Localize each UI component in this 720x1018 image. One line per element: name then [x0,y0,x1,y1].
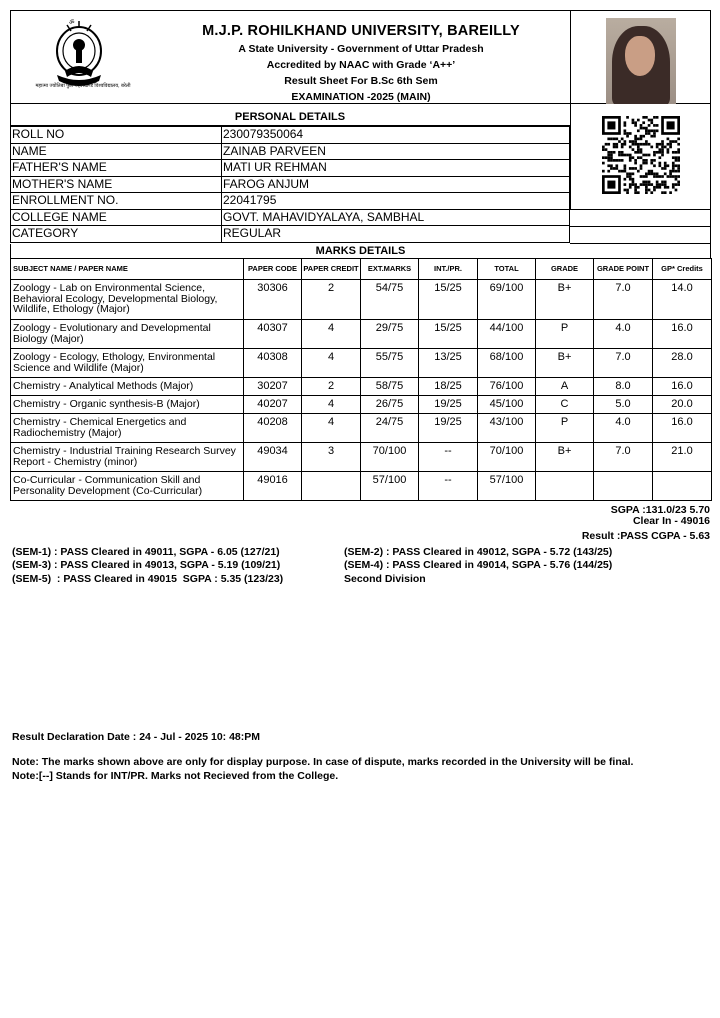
svg-text:ॐ: ॐ [69,19,75,26]
marks-cell: 4 [302,396,361,414]
marks-cell: 44/100 [478,320,536,349]
marks-cell [653,472,712,501]
marks-cell: 29/75 [361,320,419,349]
marks-cell: 45/100 [478,396,536,414]
marks-cell: 21.0 [653,443,712,472]
sem5-result: (SEM-5) : PASS Cleared in 49015 SGPA : 5.35 (123/23) [12,573,284,585]
accreditation-line: Accredited by NAAC with Grade ‘A++’ [266,59,456,71]
student-photo [606,18,676,104]
personal-value: MATI UR REHMAN [222,160,570,177]
personal-label: COLLEGE NAME [11,209,222,226]
marks-cell: 28.0 [653,349,712,378]
marks-header: TOTAL [478,259,536,280]
marks-cell: 4 [302,349,361,378]
personal-row [11,226,570,243]
sem2-result: (SEM-2) : PASS Cleared in 49012, SGPA - 5.72 (143/25) [344,546,613,558]
marks-cell: Chemistry - Industrial Training Research Survey Report - Chemistry (minor) [11,443,244,472]
marks-cell: 16.0 [653,414,712,443]
marks-cell: 19/25 [419,396,478,414]
marks-row [11,378,712,396]
marks-header: PAPER CREDIT [302,259,361,280]
marks-row [11,472,712,501]
marks-cell: 30207 [244,378,302,396]
personal-value: 230079350064 [222,127,570,144]
marks-cell: P [536,320,594,349]
marks-header: GRADE POINT [594,259,653,280]
marks-cell: 13/25 [419,349,478,378]
marks-header: GP* Credits [653,259,712,280]
marks-cell: 4 [302,320,361,349]
marks-cell: 4.0 [594,414,653,443]
marks-cell: 4 [302,414,361,443]
marks-cell: 58/75 [361,378,419,396]
sem1-result: (SEM-1) : PASS Cleared in 49011, SGPA - 6.05 (127/21) [12,546,280,558]
marks-cell [536,472,594,501]
personal-value: 22041795 [222,193,570,210]
marks-row [11,396,712,414]
result-cgpa: Result :PASS CGPA - 5.63 [581,530,710,542]
personal-row [11,143,570,160]
marks-cell: 16.0 [653,320,712,349]
marks-table [10,258,712,501]
personal-details-table [10,126,570,243]
personal-label: NAME [11,143,222,160]
personal-row [11,127,570,144]
marks-cell: 40207 [244,396,302,414]
declaration-date: Result Declaration Date : 24 - Jul - 2025 10: 48:PM [12,731,261,743]
marks-cell: -- [419,472,478,501]
note-int: Note:[--] Stands for INT/PR. Marks not Recieved from the College. [12,770,339,782]
marks-cell: 7.0 [594,443,653,472]
division: Second Division [344,573,426,585]
marks-cell: 7.0 [594,280,653,320]
result-sheet-title: Result Sheet For B.Sc 6th Sem [284,75,438,87]
marks-cell: B+ [536,349,594,378]
marks-cell: 49034 [244,443,302,472]
marks-cell: 16.0 [653,378,712,396]
marks-cell: Chemistry - Chemical Energetics and Radiochemistry (Major) [11,414,244,443]
marks-cell: 55/75 [361,349,419,378]
sgpa-summary: SGPA :131.0/23 5.70 [610,504,710,516]
clear-in: Clear In - 49016 [632,515,710,527]
logo-caption: महात्मा ज्योतिबा फुले रुहेलखण्ड विश्वविद्यालय, बरेली [35,83,131,89]
personal-value: ZAINAB PARVEEN [222,143,570,160]
marks-cell: Zoology - Lab on Environmental Science, Behavioral Ecology, Developmental Biology, Wildlife, Ethology (Major) [11,280,244,320]
marks-cell: 43/100 [478,414,536,443]
marks-cell: 76/100 [478,378,536,396]
marks-header: PAPER CODE [244,259,302,280]
personal-value: REGULAR [222,226,570,243]
marks-header: GRADE [536,259,594,280]
personal-label: CATEGORY [11,226,222,243]
personal-label: ENROLLMENT NO. [11,193,222,210]
marks-cell: Chemistry - Organic synthesis-B (Major) [11,396,244,414]
marks-cell: 40307 [244,320,302,349]
marks-cell: 19/25 [419,414,478,443]
marks-cell: 15/25 [419,320,478,349]
marks-cell: B+ [536,443,594,472]
qr-box [570,104,711,210]
marks-cell: 20.0 [653,396,712,414]
marks-cell: Zoology - Evolutionary and Developmental Biology (Major) [11,320,244,349]
marks-row [11,280,712,320]
marks-cell: Co-Curricular - Communication Skill and Personality Development (Co-Curricular) [11,472,244,501]
header [10,10,711,104]
personal-value: GOVT. MAHAVIDYALAYA, SAMBHAL [222,209,570,226]
sem3-result: (SEM-3) : PASS Cleared in 49013, SGPA - 5.19 (109/21) [12,559,281,571]
title-block [151,11,571,103]
marks-cell: 40308 [244,349,302,378]
marks-cell: 4.0 [594,320,653,349]
marks-cell: 2 [302,378,361,396]
marks-cell: 3 [302,443,361,472]
college-row-ext [570,210,711,227]
marks-cell: 2 [302,280,361,320]
personal-label: MOTHER'S NAME [11,176,222,193]
personal-row [11,209,570,226]
marks-cell: 54/75 [361,280,419,320]
marks-cell: 24/75 [361,414,419,443]
marks-cell: 18/25 [419,378,478,396]
marks-cell [302,472,361,501]
marks-cell: B+ [536,280,594,320]
marks-cell: 70/100 [361,443,419,472]
marks-header: EXT.MARKS [361,259,419,280]
marks-cell: 57/100 [361,472,419,501]
marks-cell: 68/100 [478,349,536,378]
marks-cell: C [536,396,594,414]
marks-cell: -- [419,443,478,472]
marks-cell: 40208 [244,414,302,443]
marks-cell: 15/25 [419,280,478,320]
marks-cell: 70/100 [478,443,536,472]
marks-row [11,349,712,378]
university-name: M.J.P. ROHILKHAND UNIVERSITY, BAREILLY [202,23,520,39]
marks-cell: 57/100 [478,472,536,501]
marks-header: SUBJECT NAME / PAPER NAME [11,259,244,280]
personal-details-title: PERSONAL DETAILS [10,109,570,126]
note-display: Note: The marks shown above are only for display purpose. In case of dispute, marks recorded in the University will be final. [12,756,634,768]
sem4-result: (SEM-4) : PASS Cleared in 49014, SGPA - 5.76 (144/25) [344,559,613,571]
personal-label: FATHER'S NAME [11,160,222,177]
marks-cell: 49016 [244,472,302,501]
marks-cell: Zoology - Ecology, Ethology, Environmental Science and Wildlife (Major) [11,349,244,378]
marks-cell: 5.0 [594,396,653,414]
personal-row [11,176,570,193]
marks-row [11,443,712,472]
marks-row [11,414,712,443]
marks-cell: 14.0 [653,280,712,320]
state-university-line: A State University - Government of Uttar Pradesh [238,43,484,55]
university-emblem-icon [11,11,151,103]
qr-code-icon [602,116,680,194]
examination-line: EXAMINATION -2025 (MAIN) [291,91,431,103]
personal-row [11,160,570,177]
marks-cell: Chemistry - Analytical Methods (Major) [11,378,244,396]
personal-value: FAROG ANJUM [222,176,570,193]
personal-row [11,193,570,210]
category-row-ext [570,227,711,244]
marks-cell: P [536,414,594,443]
marks-cell: 30306 [244,280,302,320]
university-logo [11,11,151,103]
marks-header: INT./PR. [419,259,478,280]
marks-cell: A [536,378,594,396]
marks-cell: 7.0 [594,349,653,378]
personal-label: ROLL NO [11,127,222,144]
photo-box [570,11,710,103]
marks-details-title: MARKS DETAILS [10,244,711,258]
marks-cell [594,472,653,501]
marks-cell: 69/100 [478,280,536,320]
marks-row [11,320,712,349]
marks-cell: 26/75 [361,396,419,414]
marks-cell: 8.0 [594,378,653,396]
